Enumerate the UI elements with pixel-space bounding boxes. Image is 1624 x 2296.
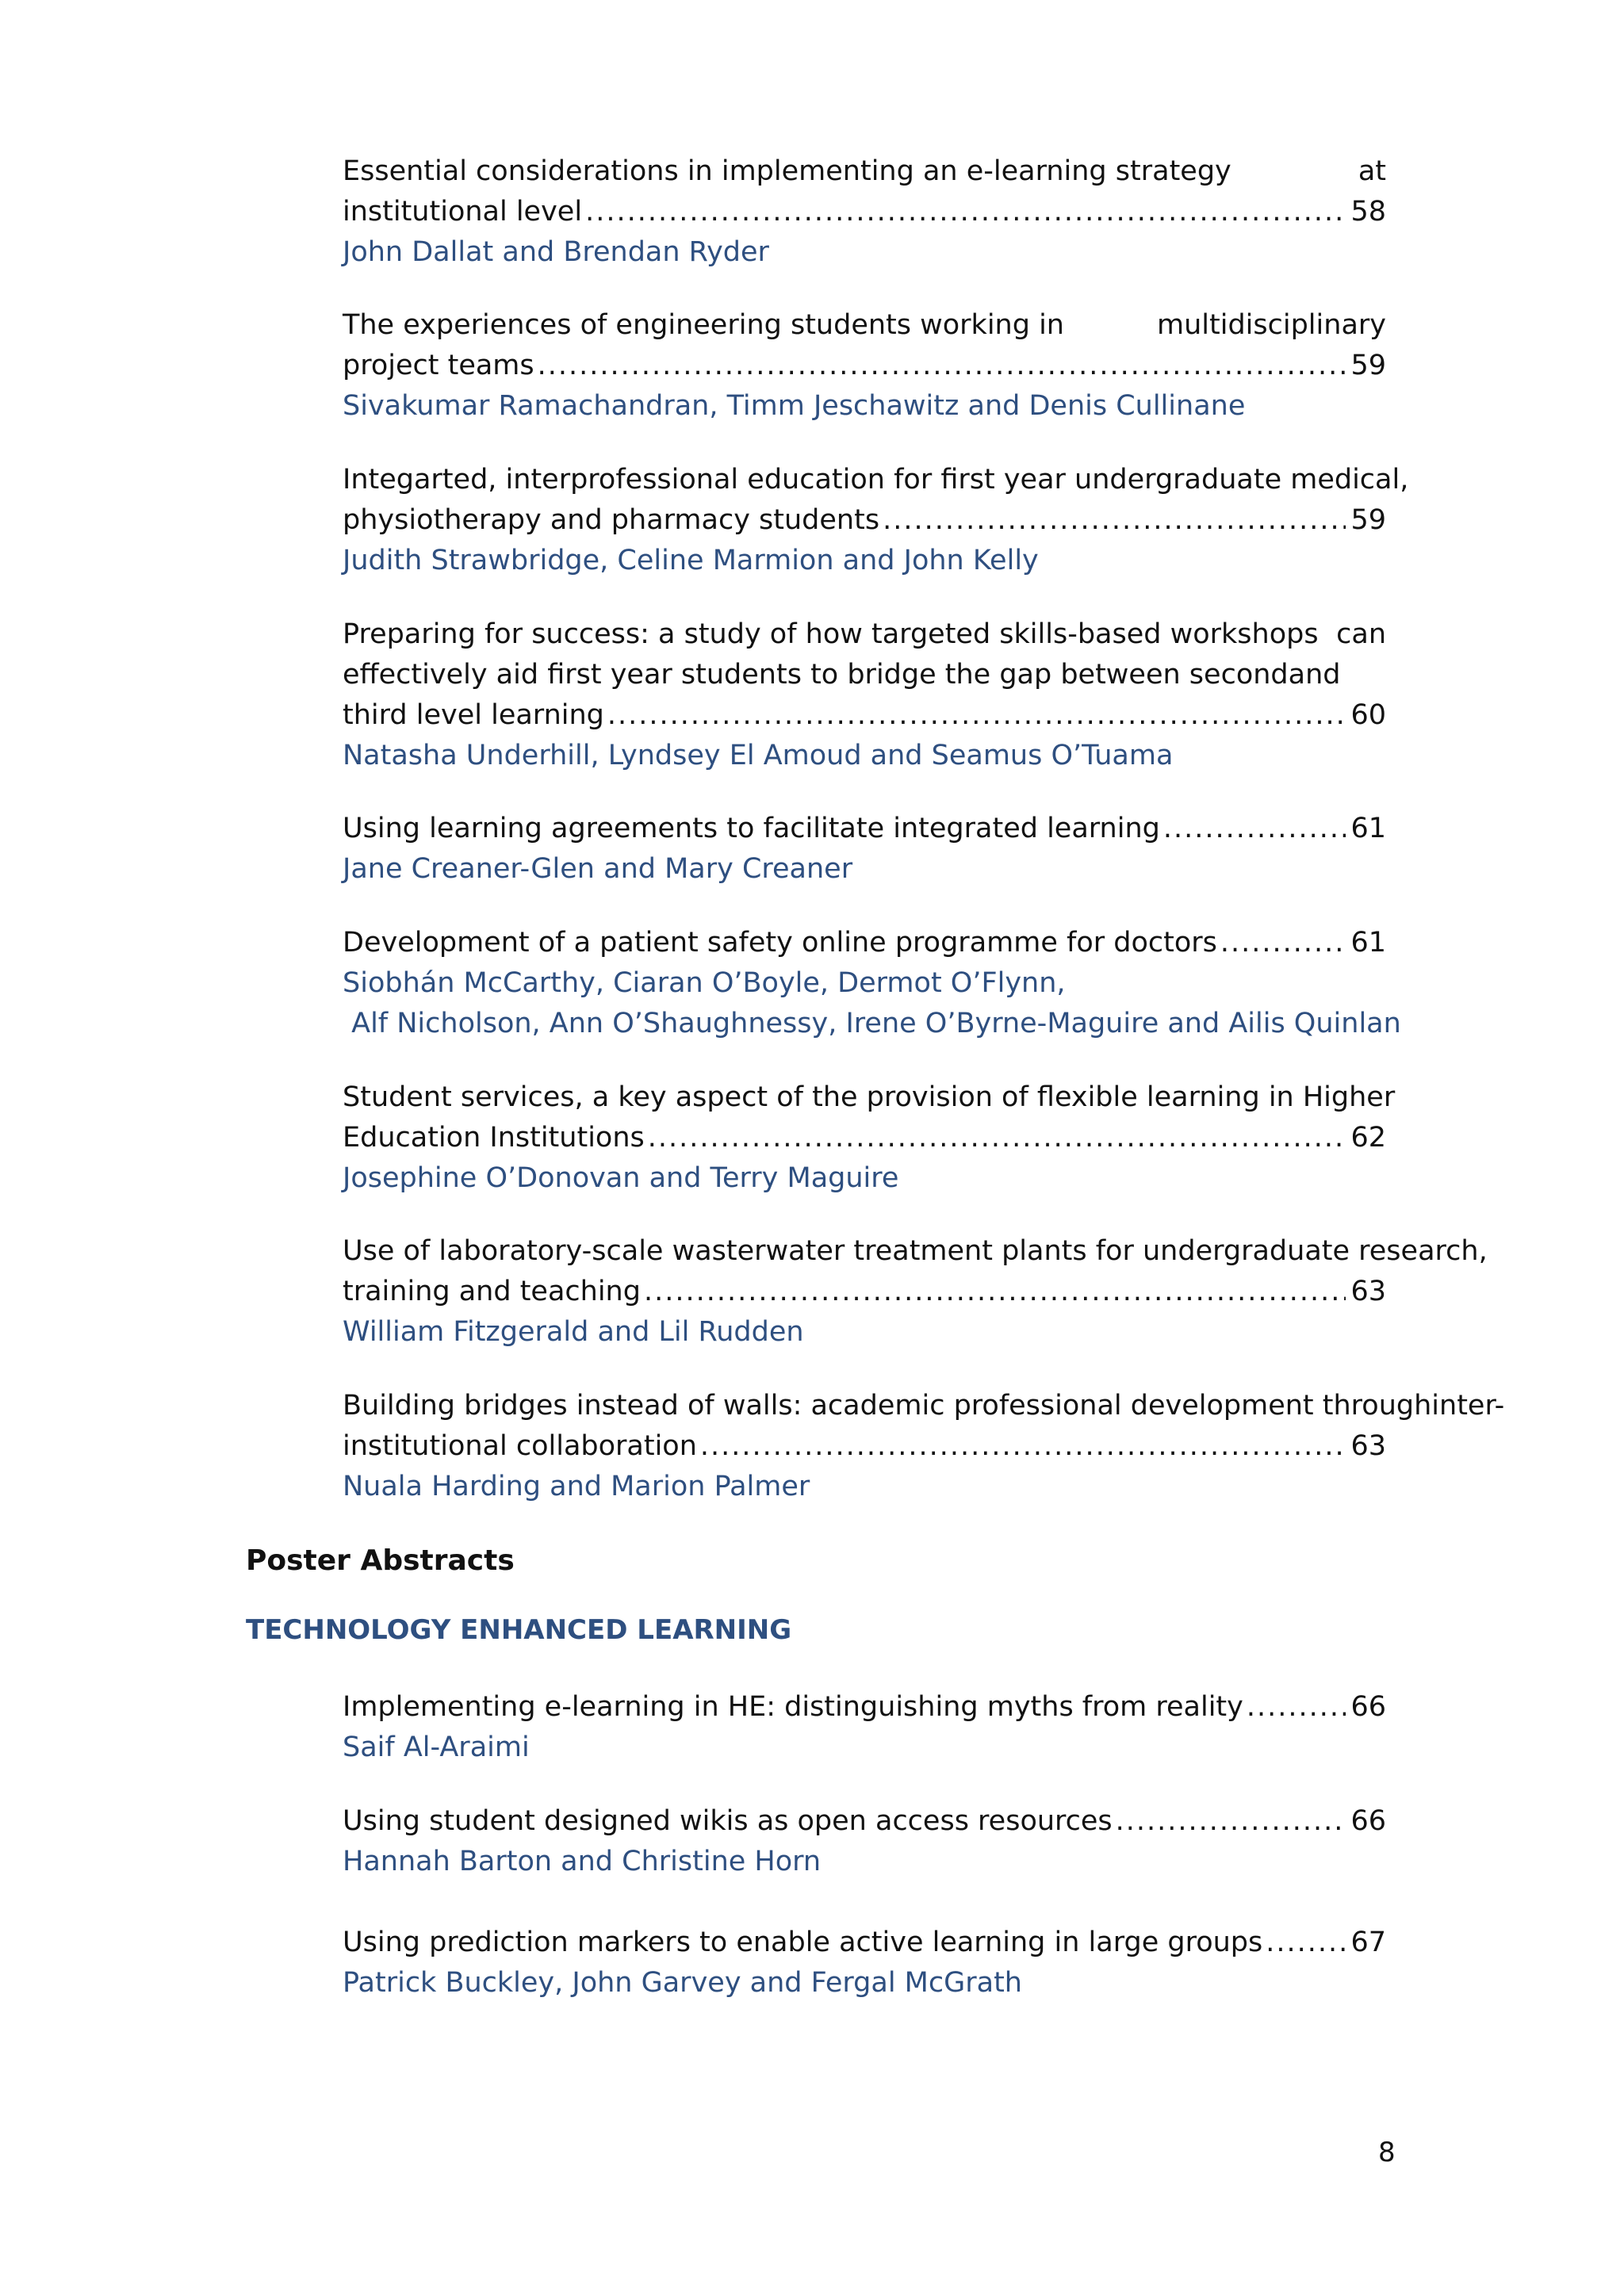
toc-entry[interactable] (343, 614, 1386, 776)
entry-authors: Judith Strawbridge, Celine Marmion and John Kelly (343, 545, 1039, 576)
toc-entry[interactable] (343, 305, 1386, 427)
entry-title-line: Education Institutions ..... 62 (343, 1118, 1386, 1158)
toc-entry[interactable] (343, 1231, 1488, 1353)
entry-authors: Alf Nicholson, Ann O’Shaughnessy, Irene O’Byrne-Maguire and Ailis Quinlan (343, 1008, 1401, 1039)
toc-entry[interactable] (343, 1687, 1386, 1768)
toc-entry[interactable] (343, 460, 1409, 581)
toc-entry[interactable] (343, 923, 1401, 1044)
entry-authors: Patrick Buckley, John Garvey and Fergal McGrath (343, 1967, 1022, 1999)
entry-title-line: Integarted, interprofessional education for first year undergraduate medical, (343, 464, 1409, 496)
entry-page-number: 61 (1350, 813, 1386, 844)
entry-page-number: 67 (1350, 1927, 1386, 1958)
entry-authors: Hannah Barton and Christine Horn (343, 1846, 822, 1877)
entry-page-number: 62 (1350, 1122, 1386, 1154)
entry-title-line: Essential considerations in implementing an e-learning strategy at (343, 155, 1386, 187)
page-number: 8 (1378, 2137, 1396, 2168)
entry-title-line: third level learning ..... 60 (343, 695, 1386, 736)
toc-entry[interactable] (343, 1077, 1396, 1199)
entry-authors: Jane Creaner-Glen and Mary Creaner (343, 853, 853, 885)
toc-entry[interactable] (343, 151, 1386, 273)
entry-authors: John Dallat and Brendan Ryder (343, 236, 769, 268)
entry-authors: Siobhán McCarthy, Ciaran O’Boyle, Dermot O’Flynn, (343, 967, 1066, 999)
dot-leader (607, 695, 1346, 736)
section-heading: Poster Abstracts (246, 1544, 515, 1577)
entry-title-line: Using prediction markers to enable active learning in large groups ..... 67 (343, 1923, 1386, 1963)
entry-page-number: 66 (1350, 1691, 1386, 1723)
entry-title-line: institutional level ..... 58 (343, 192, 1386, 232)
dot-leader (700, 1426, 1346, 1467)
entry-title-line: The experiences of engineering students working in multidisciplinary (343, 309, 1386, 341)
entry-page-number: 63 (1350, 1276, 1386, 1307)
dot-leader (585, 192, 1346, 232)
dot-leader (1220, 923, 1346, 963)
entry-title-line: Student services, a key aspect of the provision of flexible learning in Higher (343, 1081, 1396, 1113)
entry-title-line: Building bridges instead of walls: academic professional development through inter- (343, 1390, 1505, 1422)
entry-authors: Natasha Underhill, Lyndsey El Amoud and Seamus O’Tuama (343, 740, 1174, 771)
entry-page-number: 63 (1350, 1430, 1386, 1462)
entry-authors: Sivakumar Ramachandran, Timm Jeschawitz and Denis Cullinane (343, 390, 1246, 422)
toc-entry[interactable] (343, 809, 1386, 890)
entry-page-number: 58 (1350, 196, 1386, 228)
dot-leader (648, 1118, 1346, 1158)
entry-title-line: Preparing for success: a study of how targeted skills-based workshops can (343, 618, 1386, 650)
dot-leader (1247, 1687, 1346, 1728)
dot-leader (644, 1272, 1346, 1312)
entry-authors: Josephine O’Donovan and Terry Maguire (343, 1162, 899, 1194)
entry-page-number: 61 (1350, 927, 1386, 959)
entry-title-line: Use of laboratory-scale wasterwater treatment plants for undergraduate research, (343, 1235, 1488, 1267)
entry-title-line: Using student designed wikis as open access resources ..... 66 (343, 1801, 1386, 1842)
entry-page-number: 60 (1350, 699, 1386, 731)
toc-entry[interactable] (343, 1386, 1505, 1507)
entry-page-number: 66 (1350, 1805, 1386, 1837)
entry-authors: William Fitzgerald and Lil Rudden (343, 1316, 804, 1348)
entry-title-line: physiotherapy and pharmacy students ..... 59 (343, 500, 1386, 541)
dot-leader (883, 500, 1346, 541)
dot-leader (1163, 809, 1346, 849)
toc-entry[interactable] (343, 1801, 1386, 1882)
entry-title-line: Development of a patient safety online programme for doctors ..... 61 (343, 923, 1386, 963)
entry-title-line: Using learning agreements to facilitate integrated learning ..... 61 (343, 809, 1386, 849)
entry-title-line: effectively aid first year students to bridge the gap between second and (343, 659, 1341, 691)
dot-leader (1266, 1923, 1346, 1963)
entry-authors: Saif Al-Araimi (343, 1732, 530, 1763)
entry-page-number: 59 (1350, 350, 1386, 381)
category-heading: TECHNOLOGY ENHANCED LEARNING (246, 1614, 792, 1646)
entry-title-line: training and teaching ..... 63 (343, 1272, 1386, 1312)
dot-leader (538, 346, 1346, 386)
toc-entry[interactable] (343, 1923, 1386, 2003)
entry-title-line: institutional collaboration ..... 63 (343, 1426, 1386, 1467)
entry-page-number: 59 (1350, 504, 1386, 536)
entry-title-line: project teams ..... 59 (343, 346, 1386, 386)
dot-leader (1116, 1801, 1346, 1842)
entry-title-line: Implementing e-learning in HE: distinguishing myths from reality ..... 66 (343, 1687, 1386, 1728)
entry-authors: Nuala Harding and Marion Palmer (343, 1471, 810, 1502)
